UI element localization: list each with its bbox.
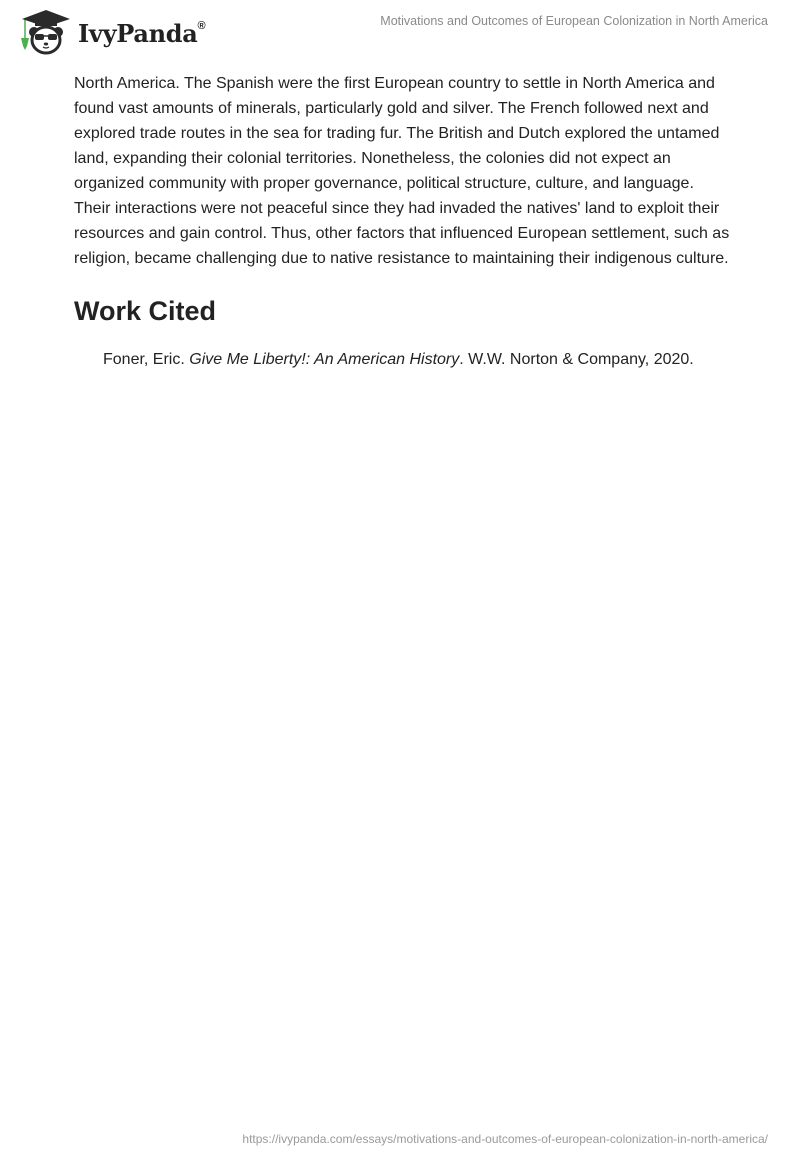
- brand-name: IvyPanda®: [78, 18, 206, 48]
- works-cited-heading: Work Cited: [74, 296, 217, 326]
- citation-entry: [74, 347, 734, 372]
- ivypanda-logo[interactable]: [16, 8, 205, 56]
- citation-publisher: . W.W. Norton & Company, 2020.: [459, 351, 694, 368]
- running-title: Motivations and Outcomes of European Colonization in North America: [380, 14, 768, 28]
- registered-mark: ®: [197, 19, 206, 32]
- citation-title: Give Me Liberty!: An American History: [189, 351, 460, 368]
- essay-content: [74, 71, 734, 372]
- panda-graduate-icon: [16, 8, 76, 56]
- source-url[interactable]: https://ivypanda.com/essays/motivations-and-outcomes-of-european-colonization-in-north-america/: [242, 1132, 768, 1146]
- page-header: [0, 0, 800, 64]
- citation-author: Foner, Eric.: [103, 351, 190, 368]
- body-paragraph: North America. The Spanish were the first European country to settle in North America and found vast amounts of minerals, particularly gold and silver. The French followed next and explored trade routes in the sea for trading fur. The British and Dutch explored the untamed land, expanding their colonial territories. Nonetheless, the colonies did not expect an organized community with proper governance, political structure, culture, and language. Their interactions were not peaceful since they had invaded the natives' land to exploit their resources and gain control. Thus, other factors that influenced European settlement, such as religion, became challenging due to native resistance to maintaining their indigenous culture.: [74, 75, 730, 267]
